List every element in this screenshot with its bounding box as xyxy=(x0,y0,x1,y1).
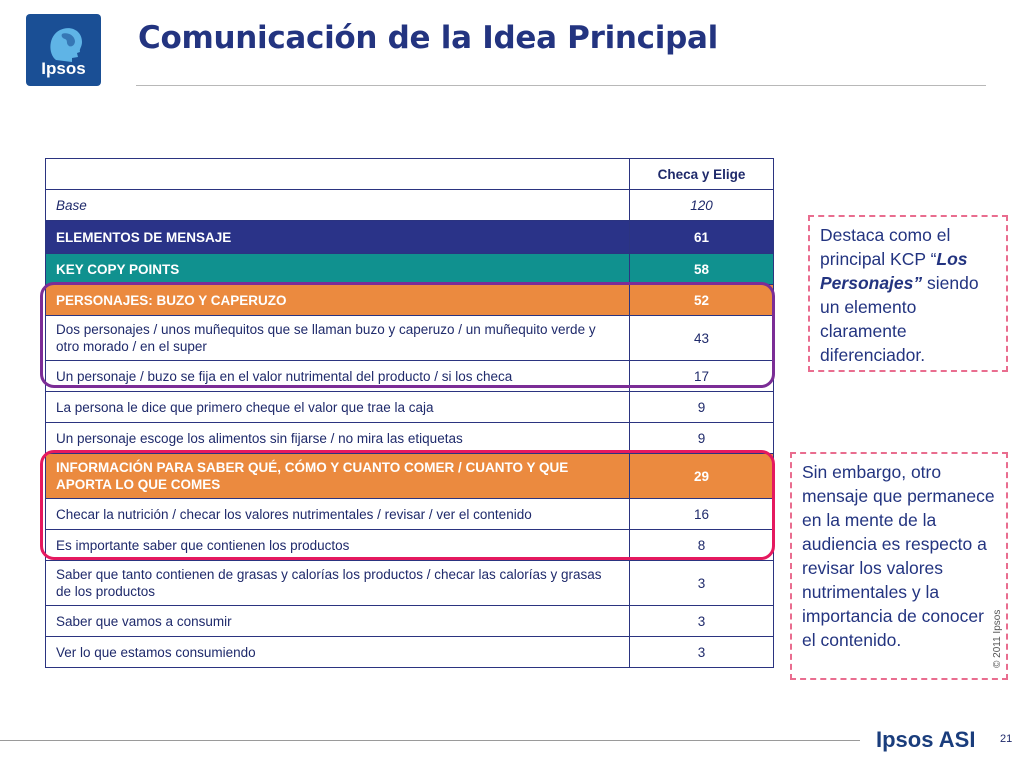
row-label: Saber que tanto contienen de grasas y calorías los productos / checar las calorías y grasas de los productos xyxy=(46,561,630,606)
row-value: 61 xyxy=(630,221,774,254)
row-value: 52 xyxy=(630,285,774,316)
note1-text-end: siendo un elemento claramente diferenciador. xyxy=(820,273,979,365)
table-row xyxy=(46,637,774,668)
note1-text-start: Destaca como el principal KCP “ xyxy=(820,225,951,269)
row-label: Ver lo que estamos consumiendo xyxy=(46,637,630,668)
page-number: 21 xyxy=(1000,733,1013,745)
row-label: Un personaje escoge los alimentos sin fijarse / no mira las etiquetas xyxy=(46,423,630,454)
ipsos-logo xyxy=(26,14,101,86)
title-divider xyxy=(136,85,986,86)
row-label: PERSONAJES: BUZO Y CAPERUZO xyxy=(46,285,630,316)
row-value: 3 xyxy=(630,606,774,637)
highlight-outline-informacion xyxy=(40,450,775,560)
row-value: 16 xyxy=(630,499,774,530)
row-value: 9 xyxy=(630,392,774,423)
table-row xyxy=(46,606,774,637)
row-value: 3 xyxy=(630,637,774,668)
note1-emphasis: Los Personajes” xyxy=(820,249,968,293)
table-row xyxy=(46,423,774,454)
column-header: Checa y Elige xyxy=(630,159,774,190)
row-label: Base xyxy=(46,190,630,221)
row-value: 29 xyxy=(630,454,774,499)
table-header-blank xyxy=(46,159,630,190)
row-value: 17 xyxy=(630,361,774,392)
row-value: 58 xyxy=(630,254,774,285)
row-label: Saber que vamos a consumir xyxy=(46,606,630,637)
table-row xyxy=(46,392,774,423)
row-label: La persona le dice que primero cheque el valor que trae la caja xyxy=(46,392,630,423)
ipsos-asi-logo: Ipsos ASI xyxy=(876,727,976,752)
row-label: Dos personajes / unos muñequitos que se llaman buzo y caperuzo / un muñequito verde y otro morado / en el super xyxy=(46,316,630,361)
row-label: ELEMENTOS DE MENSAJE xyxy=(46,221,630,254)
callout-note-nutrition: Sin embargo, otro mensaje que permanece en la mente de la audiencia es respecto a revisar los valores nutrimentales y la importancia de conocer el contenido. xyxy=(790,452,1008,680)
table-row-section xyxy=(46,221,774,254)
table-row-base xyxy=(46,190,774,221)
row-label: INFORMACIÓN PARA SABER QUÉ, CÓMO Y CUANTO COMER / CUANTO Y QUE APORTA LO QUE COMES xyxy=(46,454,630,499)
row-value: 8 xyxy=(630,530,774,561)
row-label: KEY COPY POINTS xyxy=(46,254,630,285)
copyright-text: © 2011 Ipsos xyxy=(992,609,1003,668)
row-label: Checar la nutrición / checar los valores nutrimentales / revisar / ver el contenido xyxy=(46,499,630,530)
logo-text: Ipsos xyxy=(41,59,86,78)
table-row xyxy=(46,561,774,606)
table-header-row xyxy=(46,159,774,190)
row-value: 3 xyxy=(630,561,774,606)
footer-divider xyxy=(0,740,860,741)
callout-note-kcp xyxy=(808,215,1008,372)
row-value: 120 xyxy=(630,190,774,221)
results-table xyxy=(45,158,774,668)
table-row-section xyxy=(46,254,774,285)
row-label: Es importante saber que contienen los productos xyxy=(46,530,630,561)
page-title: Comunicación de la Idea Principal xyxy=(138,20,718,56)
row-label: Un personaje / buzo se fija en el valor nutrimental del producto / si los checa xyxy=(46,361,630,392)
row-value: 43 xyxy=(630,316,774,361)
highlight-outline-personajes xyxy=(40,282,775,388)
row-value: 9 xyxy=(630,423,774,454)
